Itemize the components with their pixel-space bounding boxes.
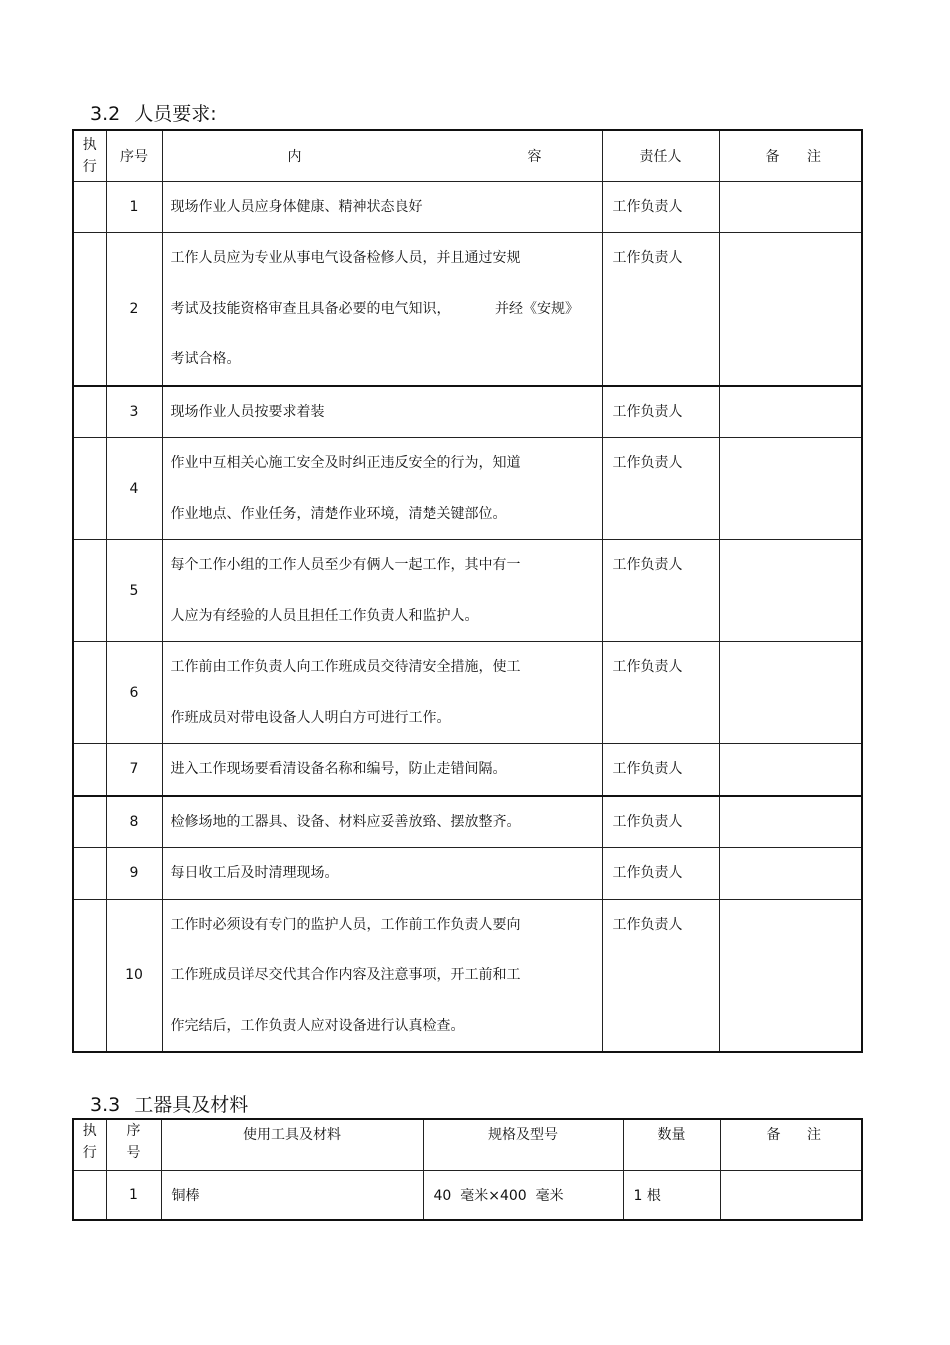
note-cell[interactable]: [719, 899, 862, 1052]
content-cell: 每日收工后及时清理现场。: [162, 848, 602, 900]
note-cell[interactable]: [719, 744, 862, 796]
section-number: 3.2: [90, 103, 121, 125]
note-cell[interactable]: [719, 233, 862, 386]
section-3-3-heading: [90, 1090, 248, 1117]
note-cell[interactable]: [719, 438, 862, 540]
exec-cell[interactable]: [73, 899, 106, 1052]
section-title: 人员要求:: [134, 103, 217, 125]
responsible-cell: 工作负责人: [602, 796, 719, 848]
table-row: [73, 386, 862, 438]
content-cell: 进入工作现场要看清设备名称和编号，防止走错间隔。: [162, 744, 602, 796]
content-cell: 作业中互相关心施工安全及时纠正违反安全的行为，知道 作业地点、作业任务，清楚作业环境，清楚关键部位。: [162, 438, 602, 540]
responsible-cell: 工作负责人: [602, 181, 719, 233]
table-row: [73, 540, 862, 642]
table-row: [73, 796, 862, 848]
section-3-2-heading: [90, 99, 217, 126]
tool-cell: 铜棒: [161, 1170, 423, 1220]
table-row: [73, 438, 862, 540]
header-exec: 执 行: [73, 1119, 106, 1170]
qty-cell: 1 根: [623, 1170, 720, 1220]
header-seq: 序 号: [106, 1119, 161, 1170]
responsible-cell: 工作负责人: [602, 540, 719, 642]
header-spec: 规格及型号: [423, 1119, 623, 1170]
content-cell: 工作时必须设有专门的监护人员，工作前工作负责人要向 工作班成员详尽交代其合作内容及注意事项，开工前和工 作完结后，工作负责人应对设备进行认真检查。: [162, 899, 602, 1052]
exec-cell[interactable]: [73, 540, 106, 642]
seq-cell: 9: [106, 848, 162, 900]
responsible-cell: 工作负责人: [602, 438, 719, 540]
seq-cell: 10: [106, 899, 162, 1052]
exec-cell[interactable]: [73, 1170, 106, 1220]
note-cell[interactable]: [719, 848, 862, 900]
seq-cell: 1: [106, 1170, 161, 1220]
table-header-row: [73, 130, 862, 181]
exec-cell[interactable]: [73, 744, 106, 796]
exec-cell[interactable]: [73, 438, 106, 540]
tools-materials-table: [72, 1118, 863, 1221]
note-cell[interactable]: [719, 386, 862, 438]
exec-cell[interactable]: [73, 642, 106, 744]
spec-cell: 40 毫米×400 毫米: [423, 1170, 623, 1220]
content-cell: 工作前由工作负责人向工作班成员交待清安全措施，使工 作班成员对带电设备人人明白方可进行工作。: [162, 642, 602, 744]
header-exec: 执 行: [73, 130, 106, 181]
table-row: [73, 1170, 862, 1220]
exec-cell[interactable]: [73, 181, 106, 233]
seq-cell: 6: [106, 642, 162, 744]
seq-cell: 1: [106, 181, 162, 233]
table-header-row: [73, 1119, 862, 1170]
content-cell: 工作人员应为专业从事电气设备检修人员，并且通过安规 考试及技能资格审查且具备必要的电气知识， 并经《安规》 考试合格。: [162, 233, 602, 386]
table-row: [73, 233, 862, 386]
section-title: 工器具及材料: [134, 1094, 249, 1116]
header-note: 备 注: [720, 1119, 862, 1170]
exec-cell[interactable]: [73, 233, 106, 386]
table-row: [73, 899, 862, 1052]
table-row: [73, 181, 862, 233]
seq-cell: 3: [106, 386, 162, 438]
table-row: [73, 642, 862, 744]
content-cell: 检修场地的工器具、设备、材料应妥善放臵、摆放整齐。: [162, 796, 602, 848]
exec-cell[interactable]: [73, 386, 106, 438]
note-cell[interactable]: [719, 796, 862, 848]
responsible-cell: 工作负责人: [602, 744, 719, 796]
content-cell: 现场作业人员应身体健康、精神状态良好: [162, 181, 602, 233]
seq-cell: 5: [106, 540, 162, 642]
header-note: 备 注: [719, 130, 862, 181]
note-cell[interactable]: [720, 1170, 862, 1220]
seq-cell: 8: [106, 796, 162, 848]
responsible-cell: 工作负责人: [602, 233, 719, 386]
personnel-requirements-table: [72, 129, 863, 1053]
header-seq: 序号: [106, 130, 162, 181]
section-number: 3.3: [90, 1094, 121, 1116]
header-qty: 数量: [623, 1119, 720, 1170]
responsible-cell: 工作负责人: [602, 642, 719, 744]
header-content: 内 容: [162, 130, 602, 181]
responsible-cell: 工作负责人: [602, 848, 719, 900]
table-row: [73, 744, 862, 796]
content-cell: 现场作业人员按要求着装: [162, 386, 602, 438]
note-cell[interactable]: [719, 642, 862, 744]
content-cell: 每个工作小组的工作人员至少有俩人一起工作，其中有一 人应为有经验的人员且担任工作负责人和监护人。: [162, 540, 602, 642]
seq-cell: 4: [106, 438, 162, 540]
responsible-cell: 工作负责人: [602, 899, 719, 1052]
exec-cell[interactable]: [73, 796, 106, 848]
header-tool: 使用工具及材料: [161, 1119, 423, 1170]
note-cell[interactable]: [719, 181, 862, 233]
header-responsible: 责任人: [602, 130, 719, 181]
table-row: [73, 848, 862, 900]
note-cell[interactable]: [719, 540, 862, 642]
exec-cell[interactable]: [73, 848, 106, 900]
seq-cell: 2: [106, 233, 162, 386]
seq-cell: 7: [106, 744, 162, 796]
responsible-cell: 工作负责人: [602, 386, 719, 438]
